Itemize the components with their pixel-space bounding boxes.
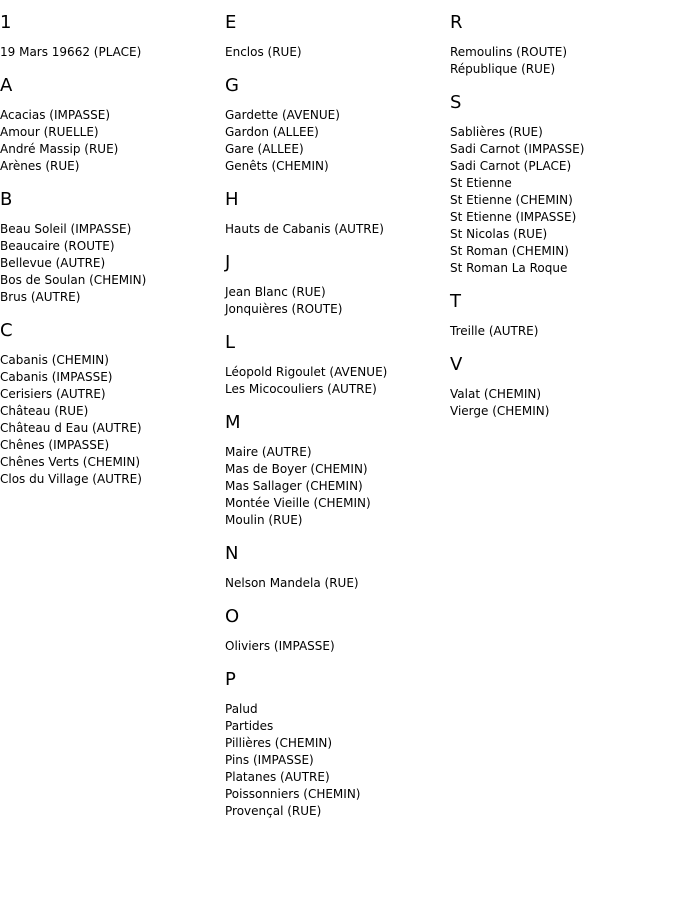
street-item[interactable]: St Roman La Roque — [450, 261, 568, 275]
street-item[interactable]: St Roman (CHEMIN) — [450, 244, 569, 258]
street-item[interactable]: Jonquières (ROUTE) — [225, 302, 343, 316]
street-item[interactable]: République (RUE) — [450, 62, 556, 76]
street-list — [450, 386, 665, 420]
street-item[interactable]: Beaucaire (ROUTE) — [0, 239, 115, 253]
letter-group — [225, 606, 440, 655]
street-list — [0, 221, 215, 306]
letter-heading: T — [450, 291, 461, 312]
index-column — [450, 12, 665, 434]
street-item[interactable]: Remoulins (ROUTE) — [450, 45, 567, 59]
letter-heading: L — [225, 332, 236, 353]
letter-heading: 1 — [0, 12, 12, 33]
letter-heading: P — [225, 669, 236, 690]
street-item[interactable]: Gardette (AVENUE) — [225, 108, 340, 122]
letter-heading: R — [450, 12, 463, 33]
street-item[interactable]: Cabanis (CHEMIN) — [0, 353, 109, 367]
letter-heading: B — [0, 189, 13, 210]
street-item[interactable]: 19 Mars 19662 (PLACE) — [0, 45, 142, 59]
street-list — [225, 364, 440, 398]
letter-heading: S — [450, 92, 462, 113]
street-item[interactable]: Mas de Boyer (CHEMIN) — [225, 462, 368, 476]
street-item[interactable]: Gare (ALLEE) — [225, 142, 304, 156]
street-list — [225, 638, 440, 655]
street-item[interactable]: Brus (AUTRE) — [0, 290, 81, 304]
street-item[interactable]: Château d Eau (AUTRE) — [0, 421, 142, 435]
street-item[interactable]: André Massip (RUE) — [0, 142, 119, 156]
letter-group — [0, 189, 215, 306]
street-list — [0, 107, 215, 175]
street-item[interactable]: St Nicolas (RUE) — [450, 227, 548, 241]
street-item[interactable]: St Etienne (CHEMIN) — [450, 193, 573, 207]
street-item[interactable]: Provençal (RUE) — [225, 804, 322, 818]
letter-heading: J — [225, 252, 231, 273]
street-item[interactable]: Acacias (IMPASSE) — [0, 108, 111, 122]
street-item[interactable]: Pillières (CHEMIN) — [225, 736, 333, 750]
street-list — [225, 284, 440, 318]
street-item[interactable]: Gardon (ALLEE) — [225, 125, 319, 139]
letter-group — [225, 412, 440, 529]
street-item[interactable]: Enclos (RUE) — [225, 45, 302, 59]
street-item[interactable]: Moulin (RUE) — [225, 513, 303, 527]
letter-group — [450, 12, 665, 78]
street-item[interactable]: Les Micocouliers (AUTRE) — [225, 382, 377, 396]
street-item[interactable]: Montée Vieille (CHEMIN) — [225, 496, 371, 510]
letter-heading: A — [0, 75, 13, 96]
letter-heading: V — [450, 354, 463, 375]
street-item[interactable]: Maire (AUTRE) — [225, 445, 312, 459]
street-item[interactable]: Nelson Mandela (RUE) — [225, 576, 359, 590]
street-item[interactable]: Cabanis (IMPASSE) — [0, 370, 113, 384]
street-item[interactable]: Poissonniers (CHEMIN) — [225, 787, 361, 801]
street-list — [0, 44, 215, 61]
letter-group — [225, 75, 440, 175]
letter-group — [225, 543, 440, 592]
street-item[interactable]: Bos de Soulan (CHEMIN) — [0, 273, 147, 287]
letter-heading: E — [225, 12, 237, 33]
street-item[interactable]: Vierge (CHEMIN) — [450, 404, 550, 418]
letter-heading: G — [225, 75, 239, 96]
letter-group — [225, 189, 440, 238]
street-item[interactable]: Bellevue (AUTRE) — [0, 256, 106, 270]
letter-group — [225, 669, 440, 820]
street-item[interactable]: Arènes (RUE) — [0, 159, 80, 173]
index-column — [225, 12, 440, 834]
street-item[interactable]: Jean Blanc (RUE) — [225, 285, 326, 299]
street-list — [450, 323, 665, 340]
street-item[interactable]: Treille (AUTRE) — [450, 324, 539, 338]
letter-group — [225, 332, 440, 398]
street-item[interactable]: Palud — [225, 702, 258, 716]
letter-group — [0, 75, 215, 175]
street-item[interactable]: Partides — [225, 719, 274, 733]
street-item[interactable]: Sablières (RUE) — [450, 125, 543, 139]
street-item[interactable]: Clos du Village (AUTRE) — [0, 472, 142, 486]
street-item[interactable]: Sadi Carnot (PLACE) — [450, 159, 572, 173]
street-item[interactable]: Château (RUE) — [0, 404, 89, 418]
letter-heading: H — [225, 189, 239, 210]
letter-heading: M — [225, 412, 241, 433]
street-list — [225, 575, 440, 592]
street-list — [225, 107, 440, 175]
street-item[interactable]: Valat (CHEMIN) — [450, 387, 542, 401]
street-item[interactable]: Oliviers (IMPASSE) — [225, 639, 335, 653]
letter-group — [225, 252, 440, 318]
street-list — [450, 44, 665, 78]
street-item[interactable]: St Etienne — [450, 176, 512, 190]
street-list — [225, 221, 440, 238]
street-item[interactable]: Chênes Verts (CHEMIN) — [0, 455, 141, 469]
street-list — [225, 701, 440, 820]
street-item[interactable]: Beau Soleil (IMPASSE) — [0, 222, 132, 236]
letter-group — [0, 12, 215, 61]
index-column — [0, 12, 215, 502]
letter-group — [225, 12, 440, 61]
street-item[interactable]: Amour (RUELLE) — [0, 125, 99, 139]
street-list — [450, 124, 665, 277]
street-item[interactable]: Hauts de Cabanis (AUTRE) — [225, 222, 384, 236]
street-item[interactable]: Sadi Carnot (IMPASSE) — [450, 142, 585, 156]
street-item[interactable]: Genêts (CHEMIN) — [225, 159, 329, 173]
street-item[interactable]: Léopold Rigoulet (AVENUE) — [225, 365, 388, 379]
street-list — [0, 352, 215, 488]
street-item[interactable]: Platanes (AUTRE) — [225, 770, 330, 784]
letter-group — [450, 92, 665, 277]
street-item[interactable]: Pins (IMPASSE) — [225, 753, 314, 767]
street-item[interactable]: Cerisiers (AUTRE) — [0, 387, 106, 401]
letter-group — [0, 320, 215, 488]
street-list — [225, 444, 440, 529]
street-list — [225, 44, 440, 61]
letter-group — [450, 291, 665, 340]
letter-group — [450, 354, 665, 420]
street-item[interactable]: Chênes (IMPASSE) — [0, 438, 110, 452]
letter-heading: O — [225, 606, 240, 627]
street-item[interactable]: St Etienne (IMPASSE) — [450, 210, 577, 224]
letter-heading: C — [0, 320, 13, 341]
letter-heading: N — [225, 543, 239, 564]
street-item[interactable]: Mas Sallager (CHEMIN) — [225, 479, 363, 493]
